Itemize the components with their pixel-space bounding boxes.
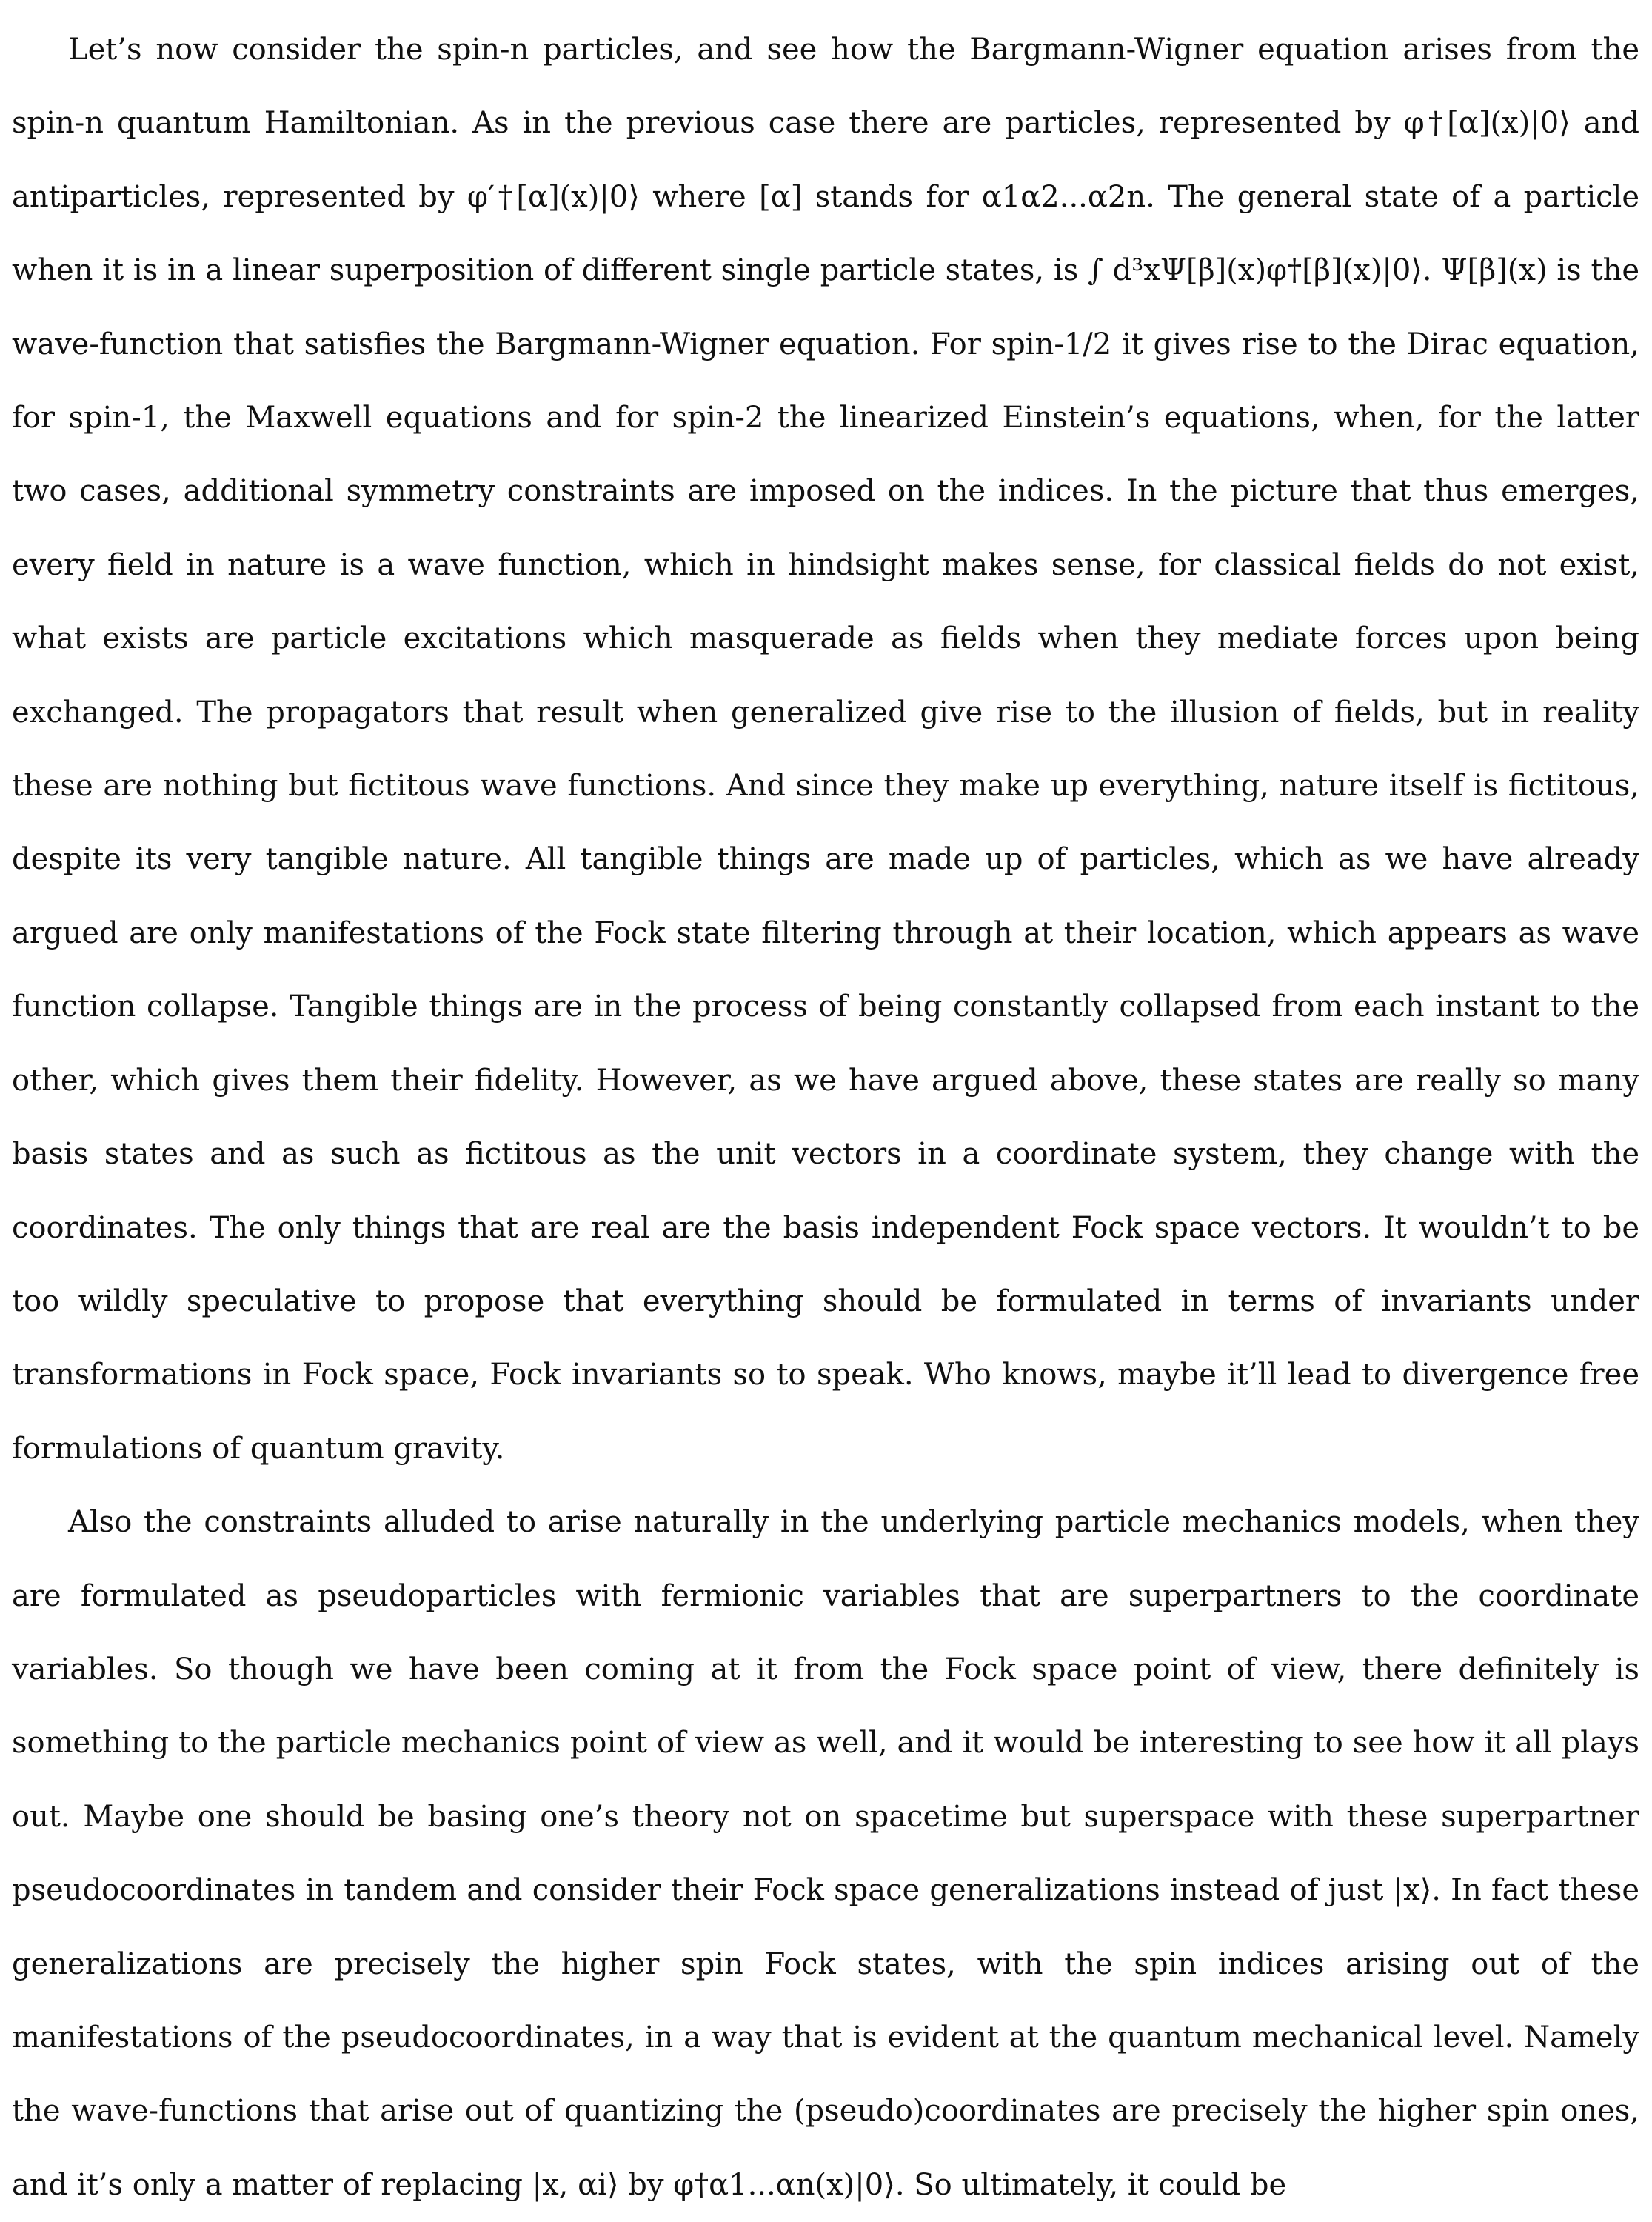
paragraph-constraints: Also the constraints alluded to arise naturally in the underlying particle mechanics models, when they are formulated as pseudoparticles with fermionic variables that are superpartners to the coordinate variables. So though we have been coming at it from the Fock space point of view, there definitely is something to the particle mechanics point of view as well, and it would be interesting to see how it all plays out. Maybe one should be basing one’s theory not on spacetime but superspace with these superpartner pseudocoordinates in tandem and consider their Fock space generalizations instead of just |x⟩. In fact these generalizations are precisely the higher spin Fock states, with the spin indices arising out of the manifestations of the pseudocoordinates, in a way that is evident at the quantum mechanical level. Namely the wave-functions that arise out of quantizing the (pseudo)coordinates are precisely the higher spin ones, and it’s only a matter of replacing |x, αi⟩ by φ†α1...αn(x)|0⟩. So ultimately, it could be [12,1505,1639,2202]
paragraph-spin-n: Let’s now consider the spin-n particles, and see how the Bargmann-Wigner equation arises from the spin-n quantum Hamiltonian. As in the previous case there are particles, represented by φ†[α](x)|0⟩ and antiparticles, represented by φ′†[α](x)|0⟩ where [α] stands for α1α2...α2n. The general state of a particle when it is in a linear superposition of different single particle states, is ∫ d³xΨ[β](x)φ†[β](x)|0⟩. Ψ[β](x) is the wave-function that satisfies the Bargmann-Wigner equation. For spin-1/2 it gives rise to the Dirac equation, for spin-1, the Maxwell equations and for spin-2 the linearized Einstein’s equations, when, for the latter two cases, additional symmetry constraints are imposed on the indices. In the picture that thus emerges, every field in nature is a wave function, which in hindsight makes sense, for classical fields do not exist, what exists are particle excitations which masquerade as fields when they mediate forces upon being exchanged. The propagators that result when generalized give rise to the illusion of fields, but in reality these are nothing but fictitous wave functions. And since they make up everything, nature itself is fictitous, despite its very tangible nature. All tangible things are made up of particles, which as we have already argued are only manifestations of the Fock state filtering through at their location, which appears as wave function collapse. Tangible things are in the process of being constantly collapsed from each instant to the other, which gives them their fidelity. However, as we have argued above, these states are really so many basis states and as such as fictitous as the unit vectors in a coordinate system, they change with the coordinates. The only things that are real are the basis independent Fock space vectors. It wouldn’t to be too wildly speculative to propose that everything should be formulated in terms of invariants under transformations in Fock space, Fock invariants so to speak. Who knows, maybe it’ll lead to divergence free formulations of quantum gravity. [12,33,1639,1466]
document-page [12,13,1639,2222]
